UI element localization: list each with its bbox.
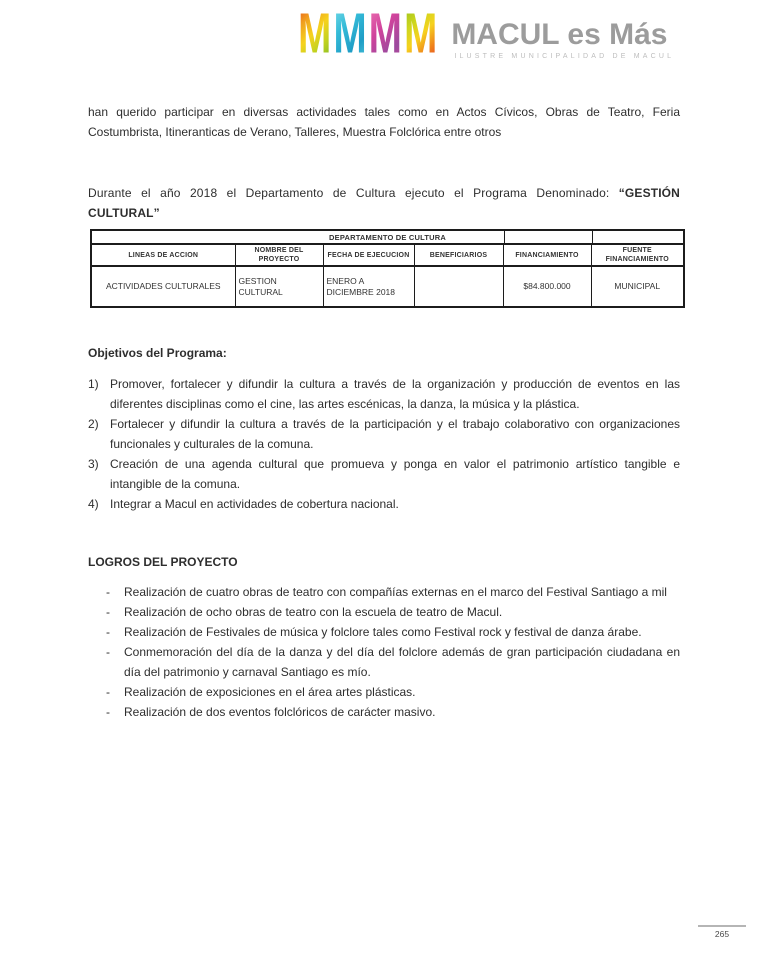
cell-fuente-financiamiento: MUNICIPAL xyxy=(591,266,684,307)
item-number: 1) xyxy=(88,377,99,391)
dash-bullet: - xyxy=(106,705,110,719)
item-text: Realización de Festivales de música y folclore tales como Festival rock y festival de danza árabe. xyxy=(124,625,642,639)
table-title: DEPARTAMENTO DE CULTURA xyxy=(329,232,446,242)
logo-letter-m-icon: M xyxy=(333,2,367,66)
table-row xyxy=(91,266,684,307)
item-text: Realización de ocho obras de teatro con la escuela de teatro de Macul. xyxy=(124,605,503,619)
logo-title: MACUL es Más xyxy=(451,18,668,51)
department-table xyxy=(90,229,685,308)
objetivo-item xyxy=(88,454,680,494)
logro-item xyxy=(106,622,680,642)
cell-fecha-de-ejecucion: ENERO A DICIEMBRE 2018 xyxy=(323,266,414,307)
column-header-fuente-financiamiento: FUENTE FINANCIAMIENTO xyxy=(591,244,684,266)
dash-bullet: - xyxy=(106,645,110,659)
logo-letter-m-icon: M xyxy=(403,2,438,66)
item-text: Realización de dos eventos folclóricos de carácter masivo. xyxy=(124,705,436,719)
objetivo-item xyxy=(88,494,680,514)
cell-nombre-del-proyecto: GESTION CULTURAL xyxy=(235,266,323,307)
page-number: 265 xyxy=(714,929,730,939)
page-content xyxy=(88,0,680,722)
department-table-wrapper xyxy=(90,229,680,308)
logros-list xyxy=(88,582,680,722)
table-title-separator xyxy=(504,231,505,243)
objetivo-item xyxy=(88,414,680,454)
footer-rule xyxy=(698,925,746,927)
dash-bullet: - xyxy=(106,585,110,599)
logo-subtitle: ILUSTRE MUNICIPALIDAD DE MACUL xyxy=(454,53,675,60)
logros-heading: LOGROS DEL PROYECTO xyxy=(88,555,238,569)
item-text: Integrar a Macul en actividades de cobertura nacional. xyxy=(110,497,399,511)
logro-item xyxy=(106,642,680,682)
logro-item xyxy=(106,702,680,722)
column-header-fecha-de-ejecucion: FECHA DE EJECUCION xyxy=(323,244,414,266)
cell-beneficiarios xyxy=(414,266,503,307)
item-text: Creación de una agenda cultural que promueva y ponga en valor el patrimonio artístico tangible e intangible de la comuna. xyxy=(110,457,680,491)
column-header-nombre-del-proyecto: NOMBRE DEL PROYECTO xyxy=(235,244,323,266)
dash-bullet: - xyxy=(106,685,110,699)
column-header-beneficiarios: BENEFICIARIOS xyxy=(414,244,503,266)
item-number: 2) xyxy=(88,417,99,431)
program-paragraph-text: Durante el año 2018 el Departamento de Cultura ejecuto el Programa Denominado: xyxy=(88,186,619,200)
logro-item xyxy=(106,582,680,602)
item-text: Promover, fortalecer y difundir la cultura a través de la organización y producción de eventos en las diferentes disciplinas como el cine, las artes escénicas, la danza, la música y la plástica. xyxy=(110,377,680,411)
column-header-financiamiento: FINANCIAMIENTO xyxy=(503,244,591,266)
cell-financiamiento: $84.800.000 xyxy=(503,266,591,307)
table-title-separator xyxy=(592,231,593,243)
item-number: 3) xyxy=(88,457,99,471)
objetivos-heading: Objetivos del Programa: xyxy=(88,346,227,360)
objetivos-list xyxy=(88,374,680,514)
item-text: Fortalecer y difundir la cultura a través de la participación y el trabajo colaborativo con organizaciones funcionales y culturales de la comuna. xyxy=(110,417,680,451)
item-text: Realización de cuatro obras de teatro con compañías externas en el marco del Festival Santiago a mil xyxy=(124,585,667,599)
dash-bullet: - xyxy=(106,605,110,619)
item-text: Conmemoración del día de la danza y del día del folclore además de gran participación ciudadana en día del patrimonio y carnaval Santiago es mío. xyxy=(124,645,680,679)
logo-letter-m-icon: M xyxy=(298,2,332,66)
program-name-bold: “GESTIÓN CULTURAL” xyxy=(88,186,680,220)
cell-lineas-de-accion: ACTIVIDADES CULTURALES xyxy=(91,266,235,307)
logro-item xyxy=(106,602,680,622)
dash-bullet: - xyxy=(106,625,110,639)
table-title-cell xyxy=(91,230,684,244)
logro-item xyxy=(106,682,680,702)
item-text: Realización de exposiciones en el área artes plásticas. xyxy=(124,685,416,699)
program-paragraph xyxy=(88,183,680,223)
table-header-row xyxy=(91,244,684,266)
logo-letter-m-icon: M xyxy=(368,2,402,66)
column-header-lineas-de-accion: LINEAS DE ACCION xyxy=(91,244,235,266)
intro-paragraph: han querido participar en diversas actividades tales como en Actos Cívicos, Obras de Teatro, Feria Costumbrista, Itineranticas de Verano, Talleres, Muestra Folclórica entre otros xyxy=(88,105,680,139)
objetivo-item xyxy=(88,374,680,414)
item-number: 4) xyxy=(88,497,99,511)
